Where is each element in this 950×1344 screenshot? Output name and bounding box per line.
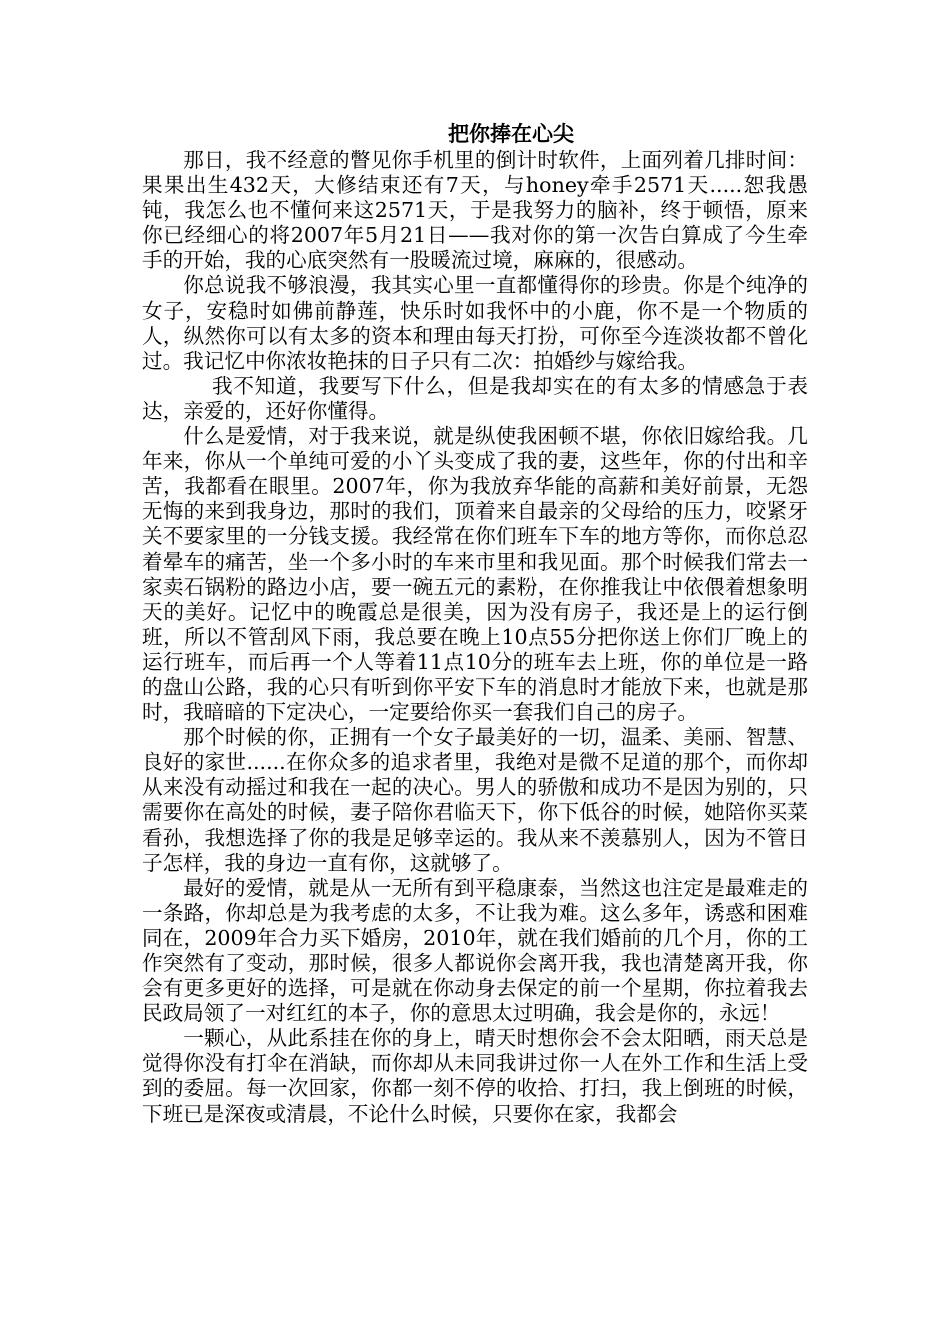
- paragraph-feelings: 我不知道，我要写下什么，但是我却实在的有太多的情感急于表达，亲爱的，还好你懂得。: [142, 373, 808, 423]
- paragraph-romance: 你总说我不够浪漫，我其实心里一直都懂得你的珍贵。你是个纯净的女子，安稳时如佛前静莲，快乐时如我怀中的小鹿，你不是一个物质的人，纵然你可以有太多的资本和理由每天打扮，可你至今连淡妆都不曾化过。我记忆中你浓妆艳抹的日子只有二次：拍婚纱与嫁给我。: [142, 273, 808, 373]
- paragraph-back-then: 那个时候的你，正拥有一个女子最美好的一切，温柔、美丽、智慧、良好的家世......在你众多的追求者里，我绝对是微不足道的那个，而你却从来没有动摇过和我在一起的决心。男人的骄傲和成功不是因为别的，只需要你在高处的时候，妻子陪你君临天下，你下低谷的时候，她陪你买菜看孙，我想选择了你的我是足够幸运的。我从来不羡慕别人，因为不管日子怎样，我的身边一直有你，这就够了。: [142, 725, 808, 875]
- paragraph-countdown: 那日，我不经意的瞥见你手机里的倒计时软件，上面列着几排时间：果果出生432天，大修结束还有7天，与honey牵手2571天.....恕我愚钝，我怎么也不懂何来这2571天，于是我努力的脑补，终于顿悟，原来你已经细心的将2007年5月21日——我对你的第一次告白算成了今生牵手的开始，我的心底突然有一股暖流过境，麻麻的，很感动。: [142, 148, 808, 273]
- document-body: [142, 148, 808, 1127]
- paragraph-best-love: 最好的爱情，就是从一无所有到平稳康泰，当然这也注定是最难走的一条路，你却总是为我考虑的太多，不让我为难。这么多年，诱惑和困难同在，2009年合力买下婚房，2010年，就在我们婚前的几个月，你的工作突然有了变动，那时候，很多人都说你会离开我，我也清楚离开我，你会有更多更好的选择，可是就在你动身去保定的前一个星期，你拉着我去民政局领了一对红红的本子，你的意思太过明确，我会是你的，永远！: [142, 875, 808, 1026]
- paragraph-what-is-love: 什么是爱情，对于我来说，就是纵使我困顿不堪，你依旧嫁给我。几年来，你从一个单纯可爱的小丫头变成了我的妻，这些年，你的付出和辛苦，我都看在眼里。2007年，你为我放弃华能的高薪和美好前景，无怨无悔的来到我身边，那时的我们，顶着来自最亲的父母给的压力，咬紧牙关不要家里的一分钱支援。我经常在你们班车下车的地方等你，而你总忍着晕车的痛苦，坐一个多小时的车来市里和我见面。那个时候我们常去一家卖石锅粉的路边小店，要一碗五元的素粉，在你推我让中依偎着想象明天的美好。记忆中的晚霞总是很美，因为没有房子，我还是上的运行倒班，所以不管刮风下雨，我总要在晚上10点55分把你送上你们厂晚上的运行班车，而后再一个人等着11点10分的班车去上班，你的单位是一路的盘山公路，我的心只有听到你平安下车的消息时才能放下来，也就是那时，我暗暗的下定决心，一定要给你买一套我们自己的房子。: [142, 424, 808, 725]
- document-title: 把你捧在心尖: [448, 121, 574, 146]
- paragraph-one-heart: 一颗心，从此系挂在你的身上，晴天时想你会不会太阳晒，雨天总是觉得你没有打伞在消缺，而你却从未同我讲过你一人在外工作和生活上受到的委屈。每一次回家，你都一刻不停的收拾、打扫，我上倒班的时候，下班已是深夜或清晨，不论什么时候，只要你在家，我都会: [142, 1026, 808, 1126]
